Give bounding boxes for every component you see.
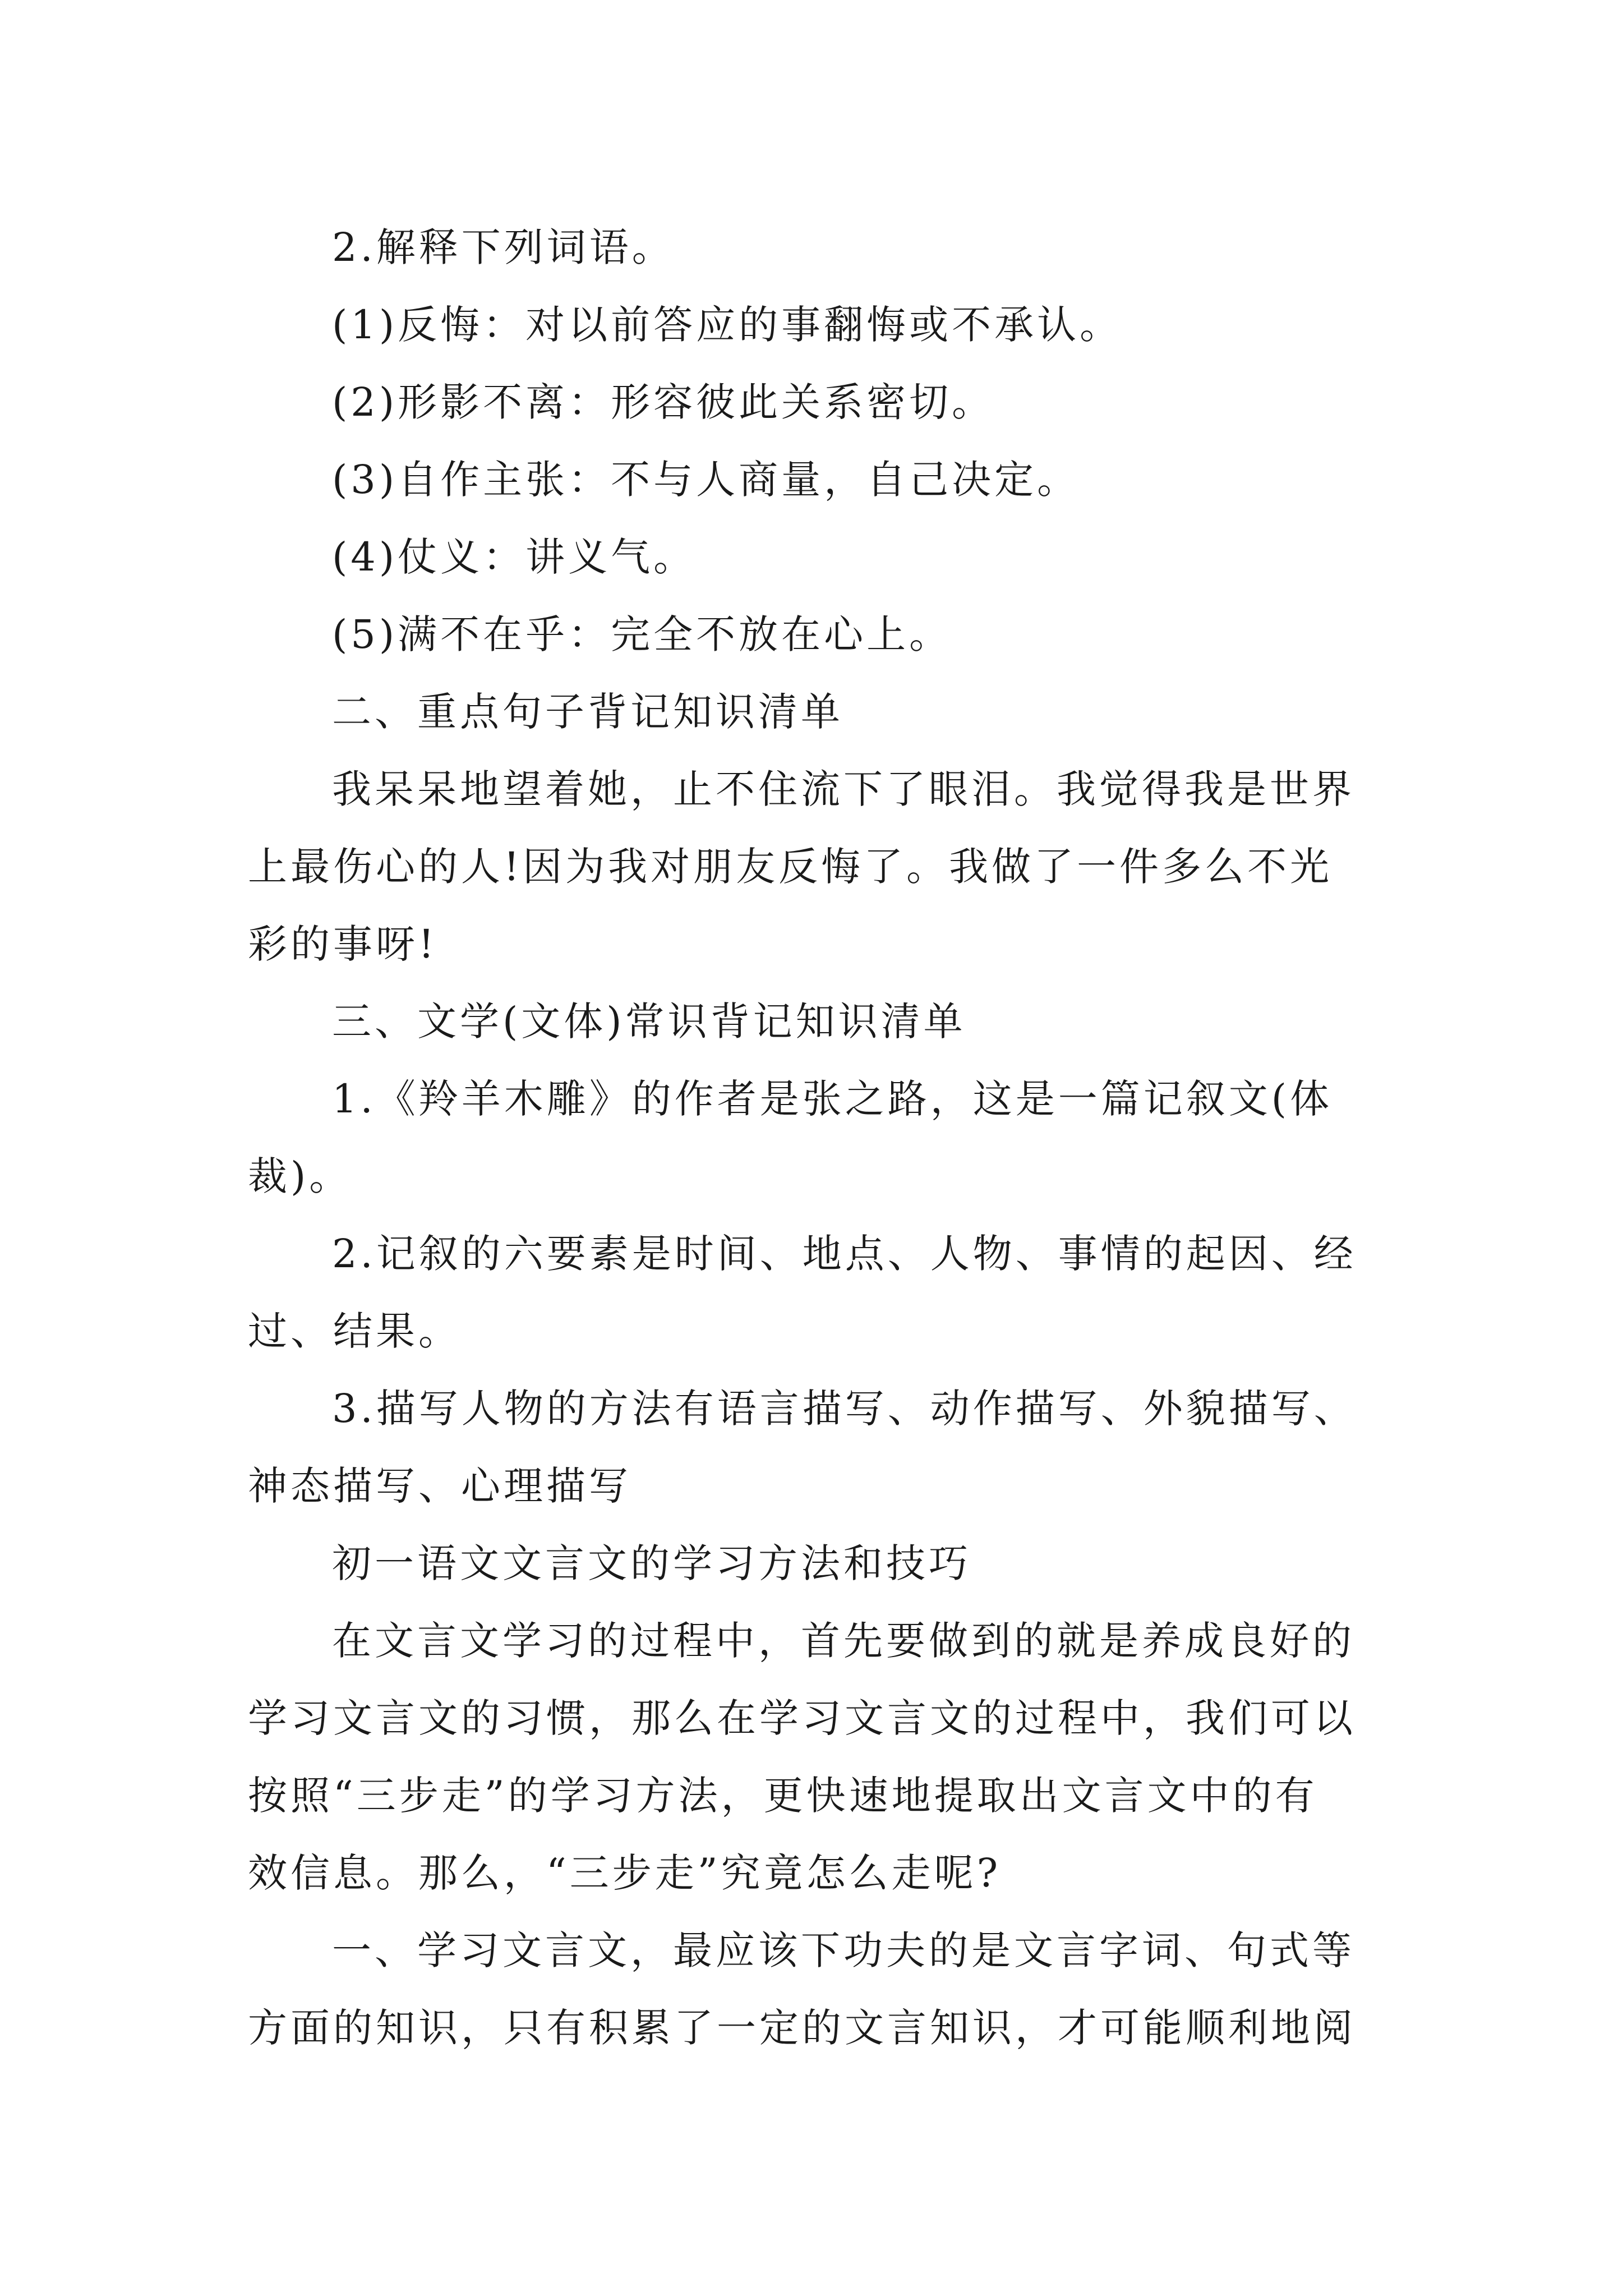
body-paragraph-line: 效信息。那么，“三步走”究竟怎么走呢? xyxy=(248,1850,1002,1896)
literature-item-line: 3.描写人物的方法有语言描写、动作描写、外貌描写、 xyxy=(332,1386,1357,1432)
document-body xyxy=(248,209,1375,2067)
literature-item-line: 裁)。 xyxy=(248,1153,352,1199)
section-heading-key-sentences: 二、重点句子背记知识清单 xyxy=(332,689,843,735)
vocab-item-5: (5)满不在乎：完全不放在心上。 xyxy=(332,611,952,657)
key-sentence-line: 彩的事呀! xyxy=(248,921,438,967)
literature-item-line: 2.记叙的六要素是时间、地点、人物、事情的起因、经 xyxy=(332,1231,1357,1277)
body-paragraph-line: 按照“三步走”的学习方法，更快速地提取出文言文中的有 xyxy=(248,1773,1318,1819)
body-paragraph-line: 在文言文学习的过程中，首先要做到的就是养成良好的 xyxy=(332,1618,1355,1664)
body-paragraph-line: 学习文言文的习惯，那么在学习文言文的过程中，我们可以 xyxy=(248,1695,1356,1741)
article-title: 初一语文文言文的学习方法和技巧 xyxy=(332,1540,971,1586)
key-sentence-line: 我呆呆地望着她，止不住流下了眼泪。我觉得我是世界 xyxy=(332,766,1355,812)
body-paragraph-line: 一、学习文言文，最应该下功夫的是文言字词、句式等 xyxy=(332,1927,1355,1973)
key-sentence-line: 上最伤心的人!因为我对朋友反悔了。我做了一件多么不光 xyxy=(248,844,1333,890)
body-paragraph-line: 方面的知识，只有积累了一定的文言知识，才可能顺利地阅 xyxy=(248,2005,1356,2051)
vocab-item-1: (1)反悔：对以前答应的事翻悔或不承认。 xyxy=(332,302,1123,348)
vocab-item-2: (2)形影不离：形容彼此关系密切。 xyxy=(332,379,995,425)
vocab-item-4: (4)仗义：讲义气。 xyxy=(332,534,697,580)
section-heading-literature: 三、文学(文体)常识背记知识清单 xyxy=(332,999,966,1045)
vocab-heading: 2.解释下列词语。 xyxy=(332,224,675,270)
literature-item-line: 神态描写、心理描写 xyxy=(248,1463,631,1509)
literature-item-line: 过、结果。 xyxy=(248,1308,461,1354)
vocab-item-3: (3)自作主张：不与人商量，自己决定。 xyxy=(332,457,1080,503)
literature-item-line: 1.《羚羊木雕》的作者是张之路，这是一篇记叙文(体 xyxy=(332,1076,1333,1122)
